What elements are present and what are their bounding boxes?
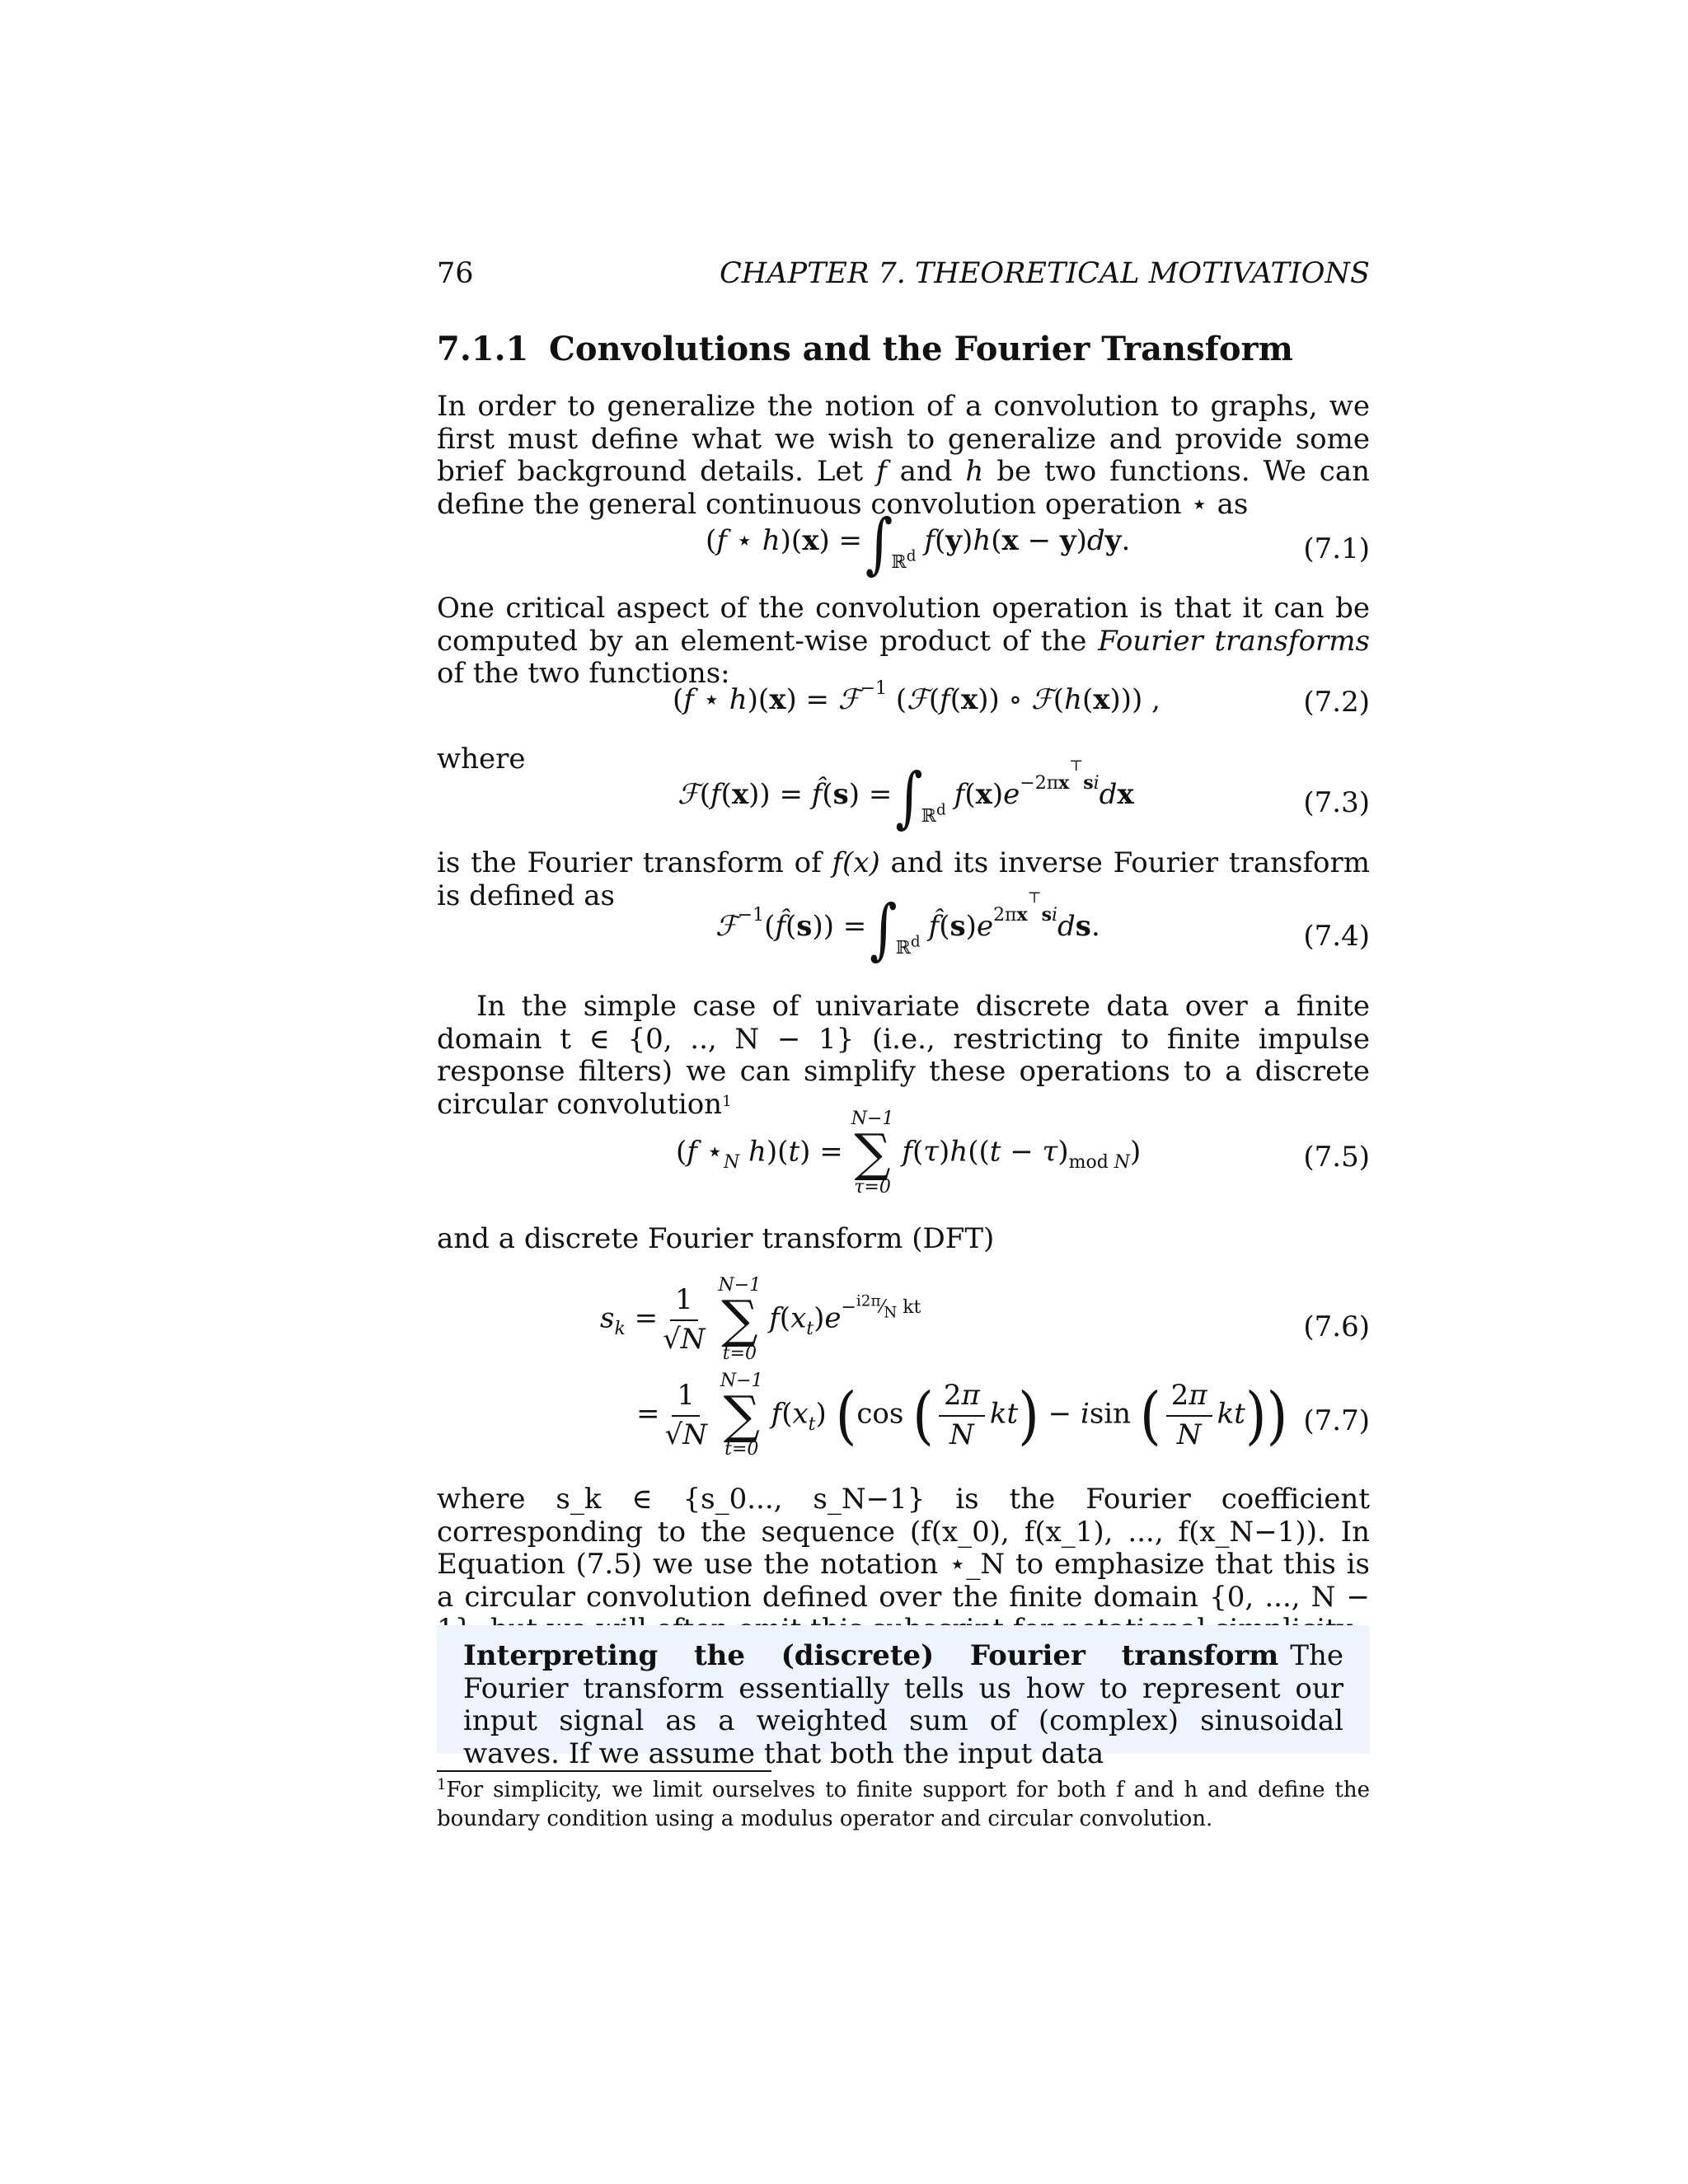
footnote — [437, 1777, 1370, 1833]
footnote-marker: 1 — [722, 1092, 732, 1110]
equation-7-6: $s_k$ = $\frac{1}{√N}$ N−1 ∑ t=0 $f(x_t)e^{-^{i2\pi}⁄_N kt}$ — [600, 1275, 921, 1365]
equation-number: (7.7) — [1303, 1404, 1370, 1437]
paragraph-coefficients: where s_k ∈ {s_0..., s_N−1} is the Fourier coefficient corresponding to the sequence (f(x_0), f(x_1), ..., f(x_N−1)). In Equation (7.5) we use the notation ⋆_N to emphasize that this is a circular convolution defined over the finite domain {0, ..., N − — [437, 1483, 1370, 1614]
label-where: where — [437, 743, 526, 776]
section-heading — [437, 330, 1293, 368]
section-title: Convolutions and the Fourier Transform — [549, 330, 1293, 368]
equation-number: (7.1) — [1303, 532, 1370, 565]
callout-body: The Fourier transform essentially tells us how to represent our input signal as a weighted sum of (complex) sinusoidal waves. If we assume that both the input data — [463, 1639, 1343, 1770]
section-number: 7.1.1 — [437, 330, 529, 368]
callout-title: Interpreting the (discrete) Fourier transform — [463, 1639, 1279, 1672]
paragraph-fourier-product: One critical aspect of the convolution operation is that it can be computed by an element-wise product of the Fourier transforms of the two functions: — [437, 592, 1370, 690]
callout-text — [463, 1640, 1343, 1770]
chapter-title: CHAPTER 7. THEORETICAL MOTIVATIONS — [719, 257, 1370, 290]
paragraph-dft: and a discrete Fourier transform (DFT) — [437, 1222, 995, 1255]
equation-number: (7.6) — [1303, 1310, 1370, 1343]
equation-7-3: ℱ(f(x)) = f̂(s) $=\int_{ℝ^d}$ $f(x)e^{-2\pi x^⊤si}dx$ — [678, 757, 1134, 837]
equation-number: (7.2) — [1303, 686, 1370, 719]
equation-7-1: (f ⋆ $h)(x) =\int_{ℝ^d}$ f(y)h(x − y)dy. — [706, 505, 1131, 583]
footnote-mark: 1 — [437, 1776, 447, 1793]
callout-box — [437, 1625, 1370, 1770]
equation-number: (7.4) — [1303, 920, 1370, 953]
equation-number: (7.5) — [1303, 1141, 1370, 1174]
equation-7-5: (f $⋆_N$ h)(t) = N−1 ∑ τ=0 $f(\tau)h((t - \tau)_{mod N})$ — [676, 1108, 1142, 1198]
footnote-text: For simplicity, we limit ourselves to finite support for both f and h and define the boundary condition using a modulus operator and circular convolution. — [437, 1778, 1370, 1831]
paragraph-discrete: In the simple case of univariate discrete data over a finite domain t ∈ {0, .., N − 1} (i.e., restricting to finite impulse response filters) we can simplify these operations to a discrete circular convolution$^1$ — [437, 990, 1370, 1121]
equation-7-2: (f ⋆ h)(x) = ℱ$^{-1}$ (ℱ(f(x)) ∘ ℱ(h(x))) , — [673, 678, 1160, 716]
equation-7-7: = $\frac{1}{√N}$ N−1 ∑ t=0 $f(x_t)$ (cos ( $\frac{2\pi}{N}$ kt) − isin ( $\frac{2\pi}{N}$ kt)) — [636, 1371, 1288, 1460]
page-number: 76 — [437, 257, 474, 290]
footnote-rule — [437, 1770, 771, 1772]
equation-7-4: ℱ$^{-1}$(f̂(s)) $=\int_{ℝ^d}$ $f̂(s)e^{2\pi x^⊤si}ds$. — [715, 889, 1100, 968]
equation-number: (7.3) — [1303, 786, 1370, 819]
running-header — [437, 257, 1370, 298]
paragraph-intro: In order to generalize the notion of a convolution to graphs, we first must define what we wish to generalize and provide some brief background details. Let f and h be two functions. We can define the general continuous convolution operation ⋆ as — [437, 390, 1370, 521]
paragraph-inverse: is the Fourier transform of f(x) and its inverse Fourier transform is defined as — [437, 846, 1371, 912]
